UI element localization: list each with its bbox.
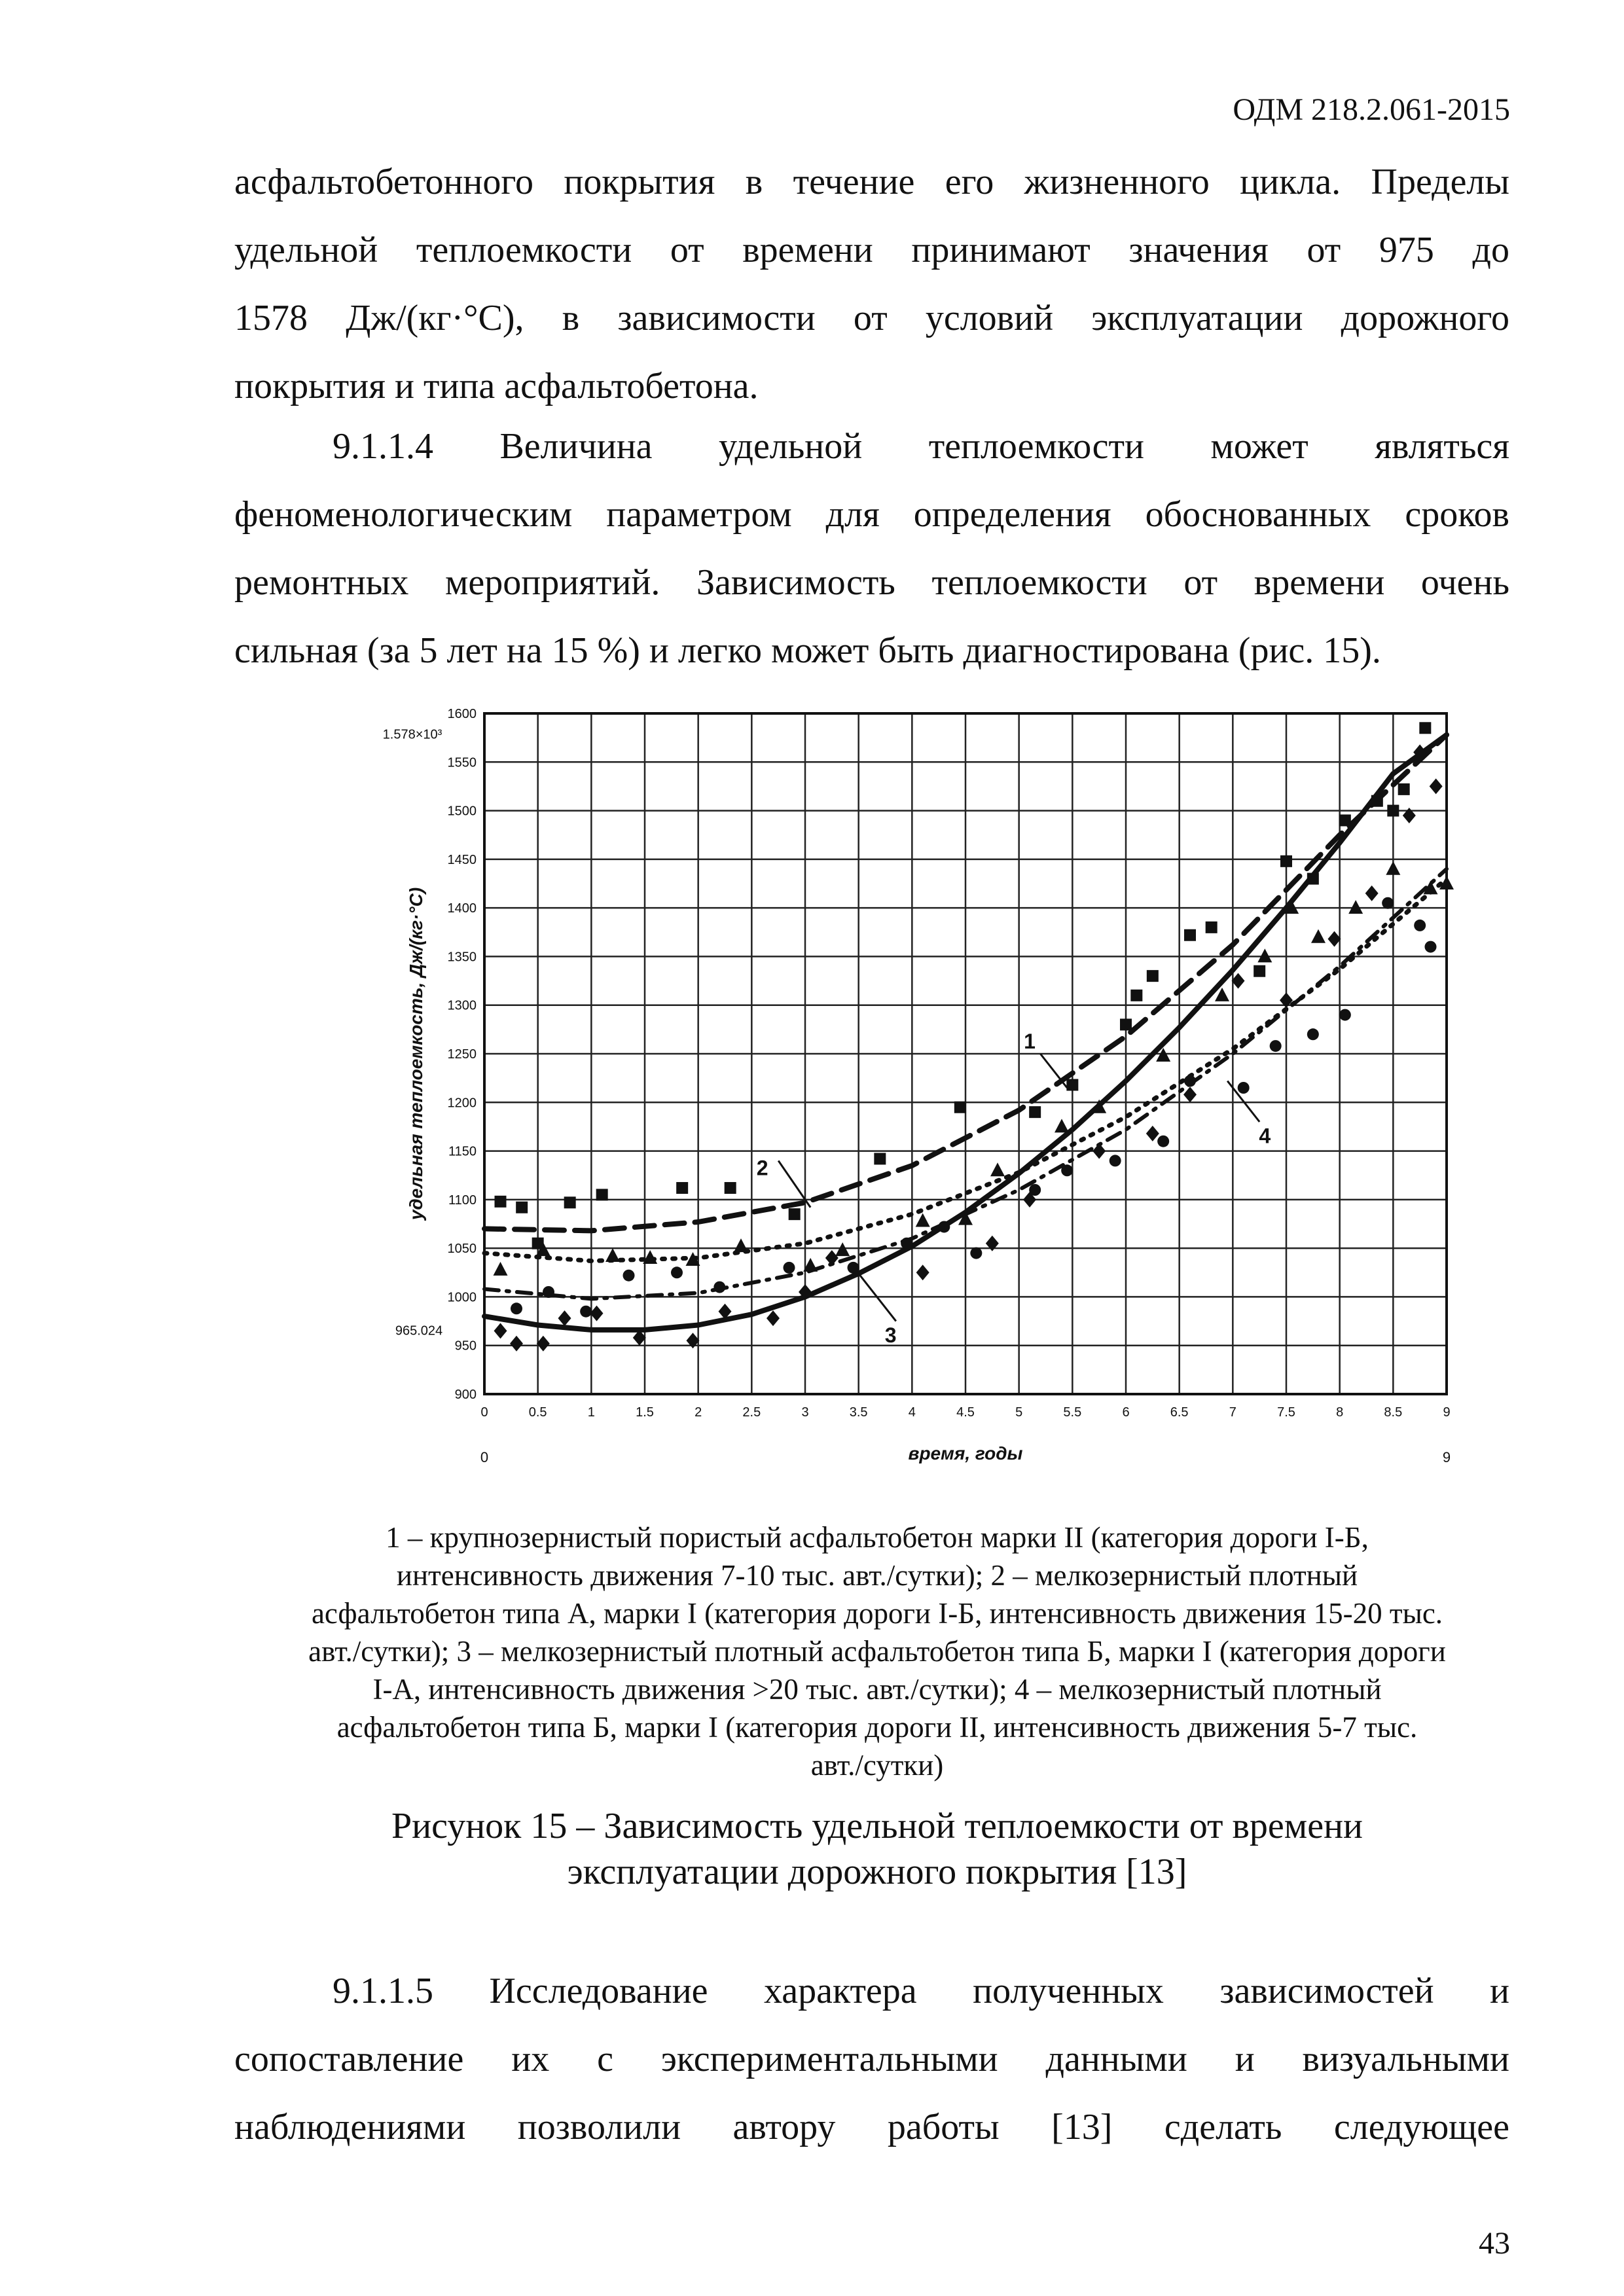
series-2-point <box>916 1213 930 1227</box>
series-1-point <box>1339 814 1351 826</box>
y-tick-label: 1400 <box>447 901 477 916</box>
y-tick-label: 900 <box>454 1388 477 1402</box>
series-3-point <box>1339 1009 1351 1021</box>
legend-line: 1 – крупнозернистый пористый асфальтобетон марки II (категория дороги I-Б, <box>386 1521 1369 1554</box>
series-1-point <box>725 1182 736 1194</box>
series-3-point <box>1184 1075 1196 1087</box>
x-tick-label: 3.5 <box>849 1405 868 1420</box>
series-3-point <box>1425 941 1437 953</box>
x-tick-label: 5 <box>1015 1405 1023 1420</box>
series-1-point <box>564 1196 576 1208</box>
y-tick-label: 1250 <box>447 1047 477 1062</box>
x-tick-label: 4 <box>908 1405 916 1420</box>
x-axis-label: время, годы <box>908 1443 1023 1463</box>
series-3-point <box>970 1247 982 1259</box>
paragraph-heat-capacity-limits <box>234 148 1509 420</box>
x-tick-label: 7 <box>1229 1405 1236 1420</box>
series-3-point <box>1414 920 1426 931</box>
series-3-point <box>1270 1040 1282 1052</box>
legend-line: авт./сутки); 3 – мелкозернистый плотный асфальтобетон типа Б, марки I (категория дороги <box>308 1635 1446 1668</box>
heat-capacity-chart <box>367 694 1479 1479</box>
series-1-point <box>954 1102 966 1113</box>
series-2-point <box>734 1238 748 1252</box>
series-1-point <box>1130 990 1142 1001</box>
series-1-point <box>676 1182 688 1194</box>
series-3-point <box>901 1238 912 1249</box>
legend-line: авт./сутки) <box>810 1749 944 1782</box>
series-3-point <box>784 1262 795 1274</box>
series-4-point <box>767 1310 780 1326</box>
figure-legend-caption <box>242 1518 1512 1784</box>
y-tick-label: 950 <box>454 1338 477 1354</box>
series-2-point <box>1311 929 1326 943</box>
series-4-point <box>916 1265 929 1280</box>
x-tick-label: 5.5 <box>1063 1405 1082 1420</box>
x-tick-label: 0 <box>480 1405 488 1420</box>
x-tick-label: 9 <box>1443 1405 1451 1420</box>
x-tick-label: 8.5 <box>1384 1405 1403 1420</box>
figure-15-chart <box>367 694 1479 1479</box>
x-tick-label: 6 <box>1122 1405 1130 1420</box>
series-1-point <box>1254 965 1265 977</box>
series-1-point <box>1206 922 1218 933</box>
curve-label-leader <box>1040 1054 1067 1088</box>
y-tick-label: 1300 <box>447 998 477 1013</box>
figure-title <box>242 1803 1512 1895</box>
series-2-point <box>1348 900 1363 914</box>
series-4-point <box>494 1323 507 1338</box>
series-3-point <box>713 1282 725 1293</box>
legend-line: асфальтобетон типа А, марки I (категория дороги I-Б, интенсивность движения 15-20 тыс. <box>311 1597 1443 1630</box>
y-tick-label: 1450 <box>447 852 477 867</box>
series-1-point <box>1066 1079 1078 1091</box>
figure-title-line: Рисунок 15 – Зависимость удельной теплоемкости от времени <box>391 1806 1363 1846</box>
text-line: ремонтных мероприятий. Зависимость теплоемкости от времени очень <box>234 562 1509 603</box>
series-3-point <box>671 1266 683 1278</box>
series-1-point <box>1419 722 1431 734</box>
series-2-point <box>835 1242 850 1256</box>
legend-line: интенсивность движения 7-10 тыс. авт./сутки); 2 – мелкозернистый плотный <box>396 1559 1358 1592</box>
x-tick-label: 3 <box>801 1405 809 1420</box>
series-1-point <box>1398 783 1410 795</box>
series-4-point <box>1146 1126 1159 1141</box>
series-2-point <box>605 1248 620 1262</box>
y-tick-label: 1150 <box>448 1144 477 1159</box>
y-tick-label: 1200 <box>447 1096 477 1111</box>
series-1-point <box>1387 805 1399 817</box>
series-3-point <box>580 1306 592 1318</box>
series-1-point <box>874 1153 886 1164</box>
curve-label-3: 3 <box>884 1323 897 1347</box>
x-tick-label: 6.5 <box>1170 1405 1189 1420</box>
series-1-point <box>789 1208 801 1220</box>
series-1-point <box>495 1196 507 1208</box>
legend-line: асфальтобетон типа Б, марки I (категория дороги II, интенсивность движения 5-7 тыс. <box>336 1711 1418 1744</box>
paragraph-9-1-1-4 <box>234 412 1509 685</box>
series-1-point <box>1184 929 1196 941</box>
text-line: 1578 Дж/(кг·°С), в зависимости от условий эксплуатации дорожного <box>234 298 1509 338</box>
series-1-point <box>1280 855 1292 867</box>
y-tick-label: 1500 <box>447 804 477 819</box>
y-bottom-marker: 965.024 <box>395 1323 443 1338</box>
text-line: 9.1.1.4 Величина удельной теплоемкости может являться <box>333 426 1509 467</box>
series-4-point <box>1430 778 1443 794</box>
series-4-point <box>825 1250 839 1266</box>
series-3-point <box>1382 897 1394 909</box>
figure-title-line: эксплуатации дорожного покрытия [13] <box>567 1852 1187 1892</box>
series-1-point <box>1147 970 1159 982</box>
text-line: сильная (за 5 лет на 15 %) и легко может быть диагностирована (рис. 15). <box>234 630 1381 671</box>
x-tick-label: 8 <box>1336 1405 1344 1420</box>
x-right-marker: 9 <box>1442 1449 1451 1465</box>
series-1-point <box>516 1202 528 1213</box>
series-4-point <box>510 1336 523 1352</box>
y-axis-label: удельная теплоемкость, Дж/(кг·°С) <box>406 887 426 1221</box>
text-line: асфальтобетонного покрытия в течение его жизненного цикла. Пределы <box>234 162 1509 202</box>
x-tick-label: 1.5 <box>636 1405 654 1420</box>
text-line: удельной теплоемкости от времени принимают значения от 975 до <box>234 230 1509 270</box>
series-3-point <box>623 1270 635 1282</box>
curve-label-2: 2 <box>756 1156 768 1180</box>
x-tick-label: 4.5 <box>956 1405 975 1420</box>
series-2-point <box>1257 948 1272 962</box>
series-3-point <box>1238 1082 1250 1094</box>
series-4-point <box>1365 886 1379 901</box>
series-4-point <box>1092 1143 1106 1159</box>
series-3-point <box>938 1221 950 1232</box>
series-2-point <box>494 1262 508 1276</box>
y-tick-label: 1350 <box>447 950 477 965</box>
text-line: покрытия и типа асфальтобетона. <box>234 366 759 406</box>
series-3-point <box>1307 1028 1319 1040</box>
curve-label-4: 4 <box>1259 1124 1271 1148</box>
y-tick-label: 1050 <box>447 1242 477 1257</box>
series-3-point <box>543 1286 554 1298</box>
series-2-point <box>990 1162 1005 1176</box>
text-line: наблюдениями позволили автору работы [13] сделать следующее <box>234 2107 1509 2147</box>
series-3-point <box>848 1262 859 1274</box>
x-left-marker: 0 <box>480 1449 489 1465</box>
page-number: 43 <box>1479 2226 1510 2261</box>
y-tick-label: 1600 <box>447 707 477 721</box>
series-1-point <box>1307 873 1319 885</box>
series-4-point <box>558 1310 571 1326</box>
series-3-point <box>1110 1155 1121 1166</box>
curve-label-1: 1 <box>1024 1030 1036 1054</box>
legend-line: I-А, интенсивность движения >20 тыс. авт./сутки); 4 – мелкозернистый плотный <box>372 1673 1382 1706</box>
series-3-point <box>1157 1136 1169 1147</box>
series-3-point <box>1061 1164 1073 1176</box>
series-3-point <box>511 1302 522 1314</box>
x-tick-label: 2.5 <box>742 1405 761 1420</box>
text-line: 9.1.1.5 Исследование характера полученных зависимостей и <box>333 1971 1509 2011</box>
series-4-point <box>1183 1086 1197 1102</box>
series-2-point <box>1055 1119 1069 1132</box>
y-top-marker: 1.578×10³ <box>382 727 442 742</box>
text-line: феноменологическим параметром для определения обоснованных сроков <box>234 494 1509 535</box>
series-1-point <box>1371 795 1383 807</box>
x-tick-label: 1 <box>587 1405 595 1420</box>
y-tick-label: 1100 <box>448 1193 477 1208</box>
series-1-point <box>596 1189 608 1200</box>
series-2-point <box>1386 861 1400 875</box>
y-tick-label: 1550 <box>447 755 477 770</box>
x-tick-label: 2 <box>695 1405 702 1420</box>
series-1-point <box>1120 1018 1132 1030</box>
text-line: сопоставление их с экспериментальными данными и визуальными <box>234 2039 1509 2079</box>
x-tick-label: 7.5 <box>1277 1405 1295 1420</box>
document-code-header: ОДМ 218.2.061-2015 <box>1233 92 1510 127</box>
y-tick-label: 1000 <box>447 1290 477 1305</box>
series-1-point <box>1029 1106 1041 1118</box>
paragraph-9-1-1-5 <box>234 1957 1509 2161</box>
x-tick-label: 0.5 <box>528 1405 547 1420</box>
